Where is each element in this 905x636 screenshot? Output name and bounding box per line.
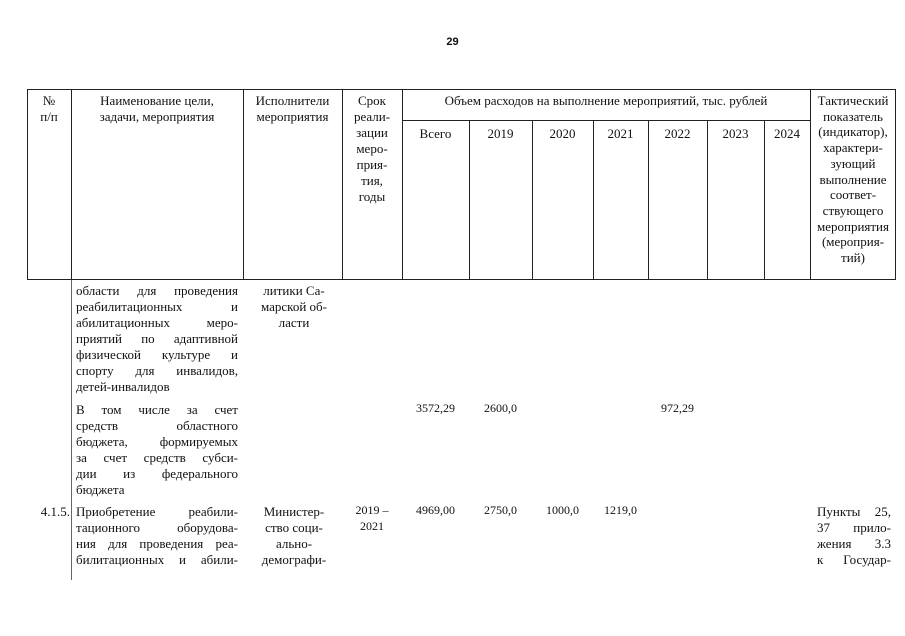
header-year-2020: 2020 bbox=[549, 126, 576, 141]
row-name-line: реабилитационных и bbox=[76, 299, 238, 314]
subheader-divider bbox=[402, 120, 810, 121]
row-name-line: спорту для инвалидов, bbox=[76, 363, 238, 378]
row-total: 4969,00 bbox=[416, 503, 455, 517]
header-name-line: задачи, мероприятия bbox=[99, 109, 215, 124]
row-executors-line: Министер- bbox=[263, 504, 325, 519]
row-executors bbox=[252, 504, 336, 568]
header-indicator-line: показатель bbox=[823, 108, 883, 124]
row-indicator-line: 37 прило- bbox=[817, 520, 891, 535]
row-name-line: физической культуре и bbox=[76, 347, 238, 362]
header-total: Всего bbox=[419, 126, 452, 141]
row-executors-line: ство соци- bbox=[265, 520, 323, 535]
col-divider bbox=[402, 89, 403, 280]
row-name-line: детей-инвалидов bbox=[76, 379, 170, 394]
row-term-line: 2019 – bbox=[355, 503, 389, 517]
row-name-line: за счет средств субси- bbox=[76, 450, 238, 465]
row-indicator bbox=[817, 504, 891, 568]
header-indicator-line: соответ- bbox=[829, 187, 877, 203]
row-indicator-line: к Государ- bbox=[817, 552, 891, 567]
table-row bbox=[76, 402, 238, 498]
row-name-line: Приобретение реабили- bbox=[76, 504, 238, 519]
row-name-line: абилитационных меро- bbox=[76, 315, 238, 330]
row-name-line: тационного оборудова- bbox=[76, 520, 238, 535]
page-number: 29 bbox=[446, 36, 459, 48]
header-term-line: меро- bbox=[356, 141, 388, 156]
header-indicator-line: (индикатор), bbox=[818, 124, 888, 140]
header-year-2023: 2023 bbox=[722, 126, 749, 141]
row-term-line: 2021 bbox=[360, 519, 384, 533]
header-indicator bbox=[810, 93, 896, 266]
row-executors-line: марской об- bbox=[261, 299, 327, 314]
header-term-line: прия- bbox=[356, 157, 388, 172]
table-row bbox=[76, 283, 238, 395]
row-name-line: В том числе за счет bbox=[76, 402, 238, 417]
row-name-line: бюджета, формируемых bbox=[76, 434, 238, 449]
header-indicator-line: (мероприя- bbox=[821, 234, 885, 250]
header-indicator-line: тий) bbox=[841, 250, 865, 266]
col-divider bbox=[469, 120, 470, 280]
row-name-line: бюджета bbox=[76, 482, 125, 497]
header-executors-line: Исполнители bbox=[255, 93, 330, 108]
header-volume: Объем расходов на выполнение мероприятий, тыс. рублей bbox=[444, 93, 768, 108]
header-term bbox=[342, 93, 402, 205]
row-indicator-line: Пункты 25, bbox=[817, 504, 891, 519]
header-executors bbox=[243, 93, 342, 125]
header-indicator-line: ствующего bbox=[822, 202, 884, 218]
row-2021: 1219,0 bbox=[604, 503, 637, 517]
row-2019: 2600,0 bbox=[484, 401, 517, 415]
row-term bbox=[342, 502, 402, 534]
header-term-line: зации bbox=[356, 125, 388, 140]
header-term-line: годы bbox=[358, 189, 386, 204]
header-term-line: тия, bbox=[361, 173, 383, 188]
row-executors-line: ально- bbox=[275, 536, 313, 551]
header-indicator-line: Тактический bbox=[817, 93, 889, 108]
header-term-line: реали- bbox=[353, 109, 391, 124]
col-divider bbox=[707, 120, 708, 280]
col-divider bbox=[593, 120, 594, 280]
row-total: 3572,29 bbox=[416, 401, 455, 415]
row-2019: 2750,0 bbox=[484, 503, 517, 517]
header-num-line: № bbox=[42, 93, 56, 108]
row-2022: 972,29 bbox=[661, 401, 694, 415]
row-name-line: области для проведения bbox=[76, 283, 238, 298]
row-executors-line: ласти bbox=[278, 315, 310, 330]
row-name-line: ния для проведения реа- bbox=[76, 536, 238, 551]
header-indicator-line: характери- bbox=[823, 140, 883, 156]
row-executors bbox=[252, 283, 336, 331]
col-divider bbox=[532, 120, 533, 280]
row-name-line: дии из федерального bbox=[76, 466, 238, 481]
row-number: 4.1.5. bbox=[40, 504, 70, 519]
header-year-2024: 2024 bbox=[774, 126, 800, 141]
header-term-line: Срок bbox=[358, 93, 386, 108]
col-divider bbox=[764, 120, 765, 280]
header-year-2019: 2019 bbox=[487, 126, 514, 141]
col-divider bbox=[71, 280, 72, 580]
row-name-line: приятий по адаптивной bbox=[76, 331, 238, 346]
header-name bbox=[71, 93, 243, 125]
table-row bbox=[76, 504, 238, 568]
header-year-2021: 2021 bbox=[607, 126, 634, 141]
row-indicator-line: жения 3.3 bbox=[817, 536, 891, 551]
header-indicator-line: мероприятия bbox=[816, 218, 889, 234]
row-2020: 1000,0 bbox=[546, 503, 579, 517]
header-indicator-line: выполнение bbox=[819, 171, 887, 187]
col-divider bbox=[648, 120, 649, 280]
header-num-line: п/п bbox=[40, 109, 58, 124]
row-executors-line: литики Са- bbox=[263, 283, 325, 298]
row-name-line: средств областного bbox=[76, 418, 238, 433]
header-num bbox=[27, 93, 71, 125]
row-name-line: билитационных и абили- bbox=[76, 552, 238, 567]
header-year-2022: 2022 bbox=[664, 126, 691, 141]
header-executors-line: мероприятия bbox=[256, 109, 329, 124]
header-name-line: Наименование цели, bbox=[100, 93, 214, 108]
header-indicator-line: зующий bbox=[830, 155, 876, 171]
row-executors-line: демографи- bbox=[261, 552, 327, 567]
